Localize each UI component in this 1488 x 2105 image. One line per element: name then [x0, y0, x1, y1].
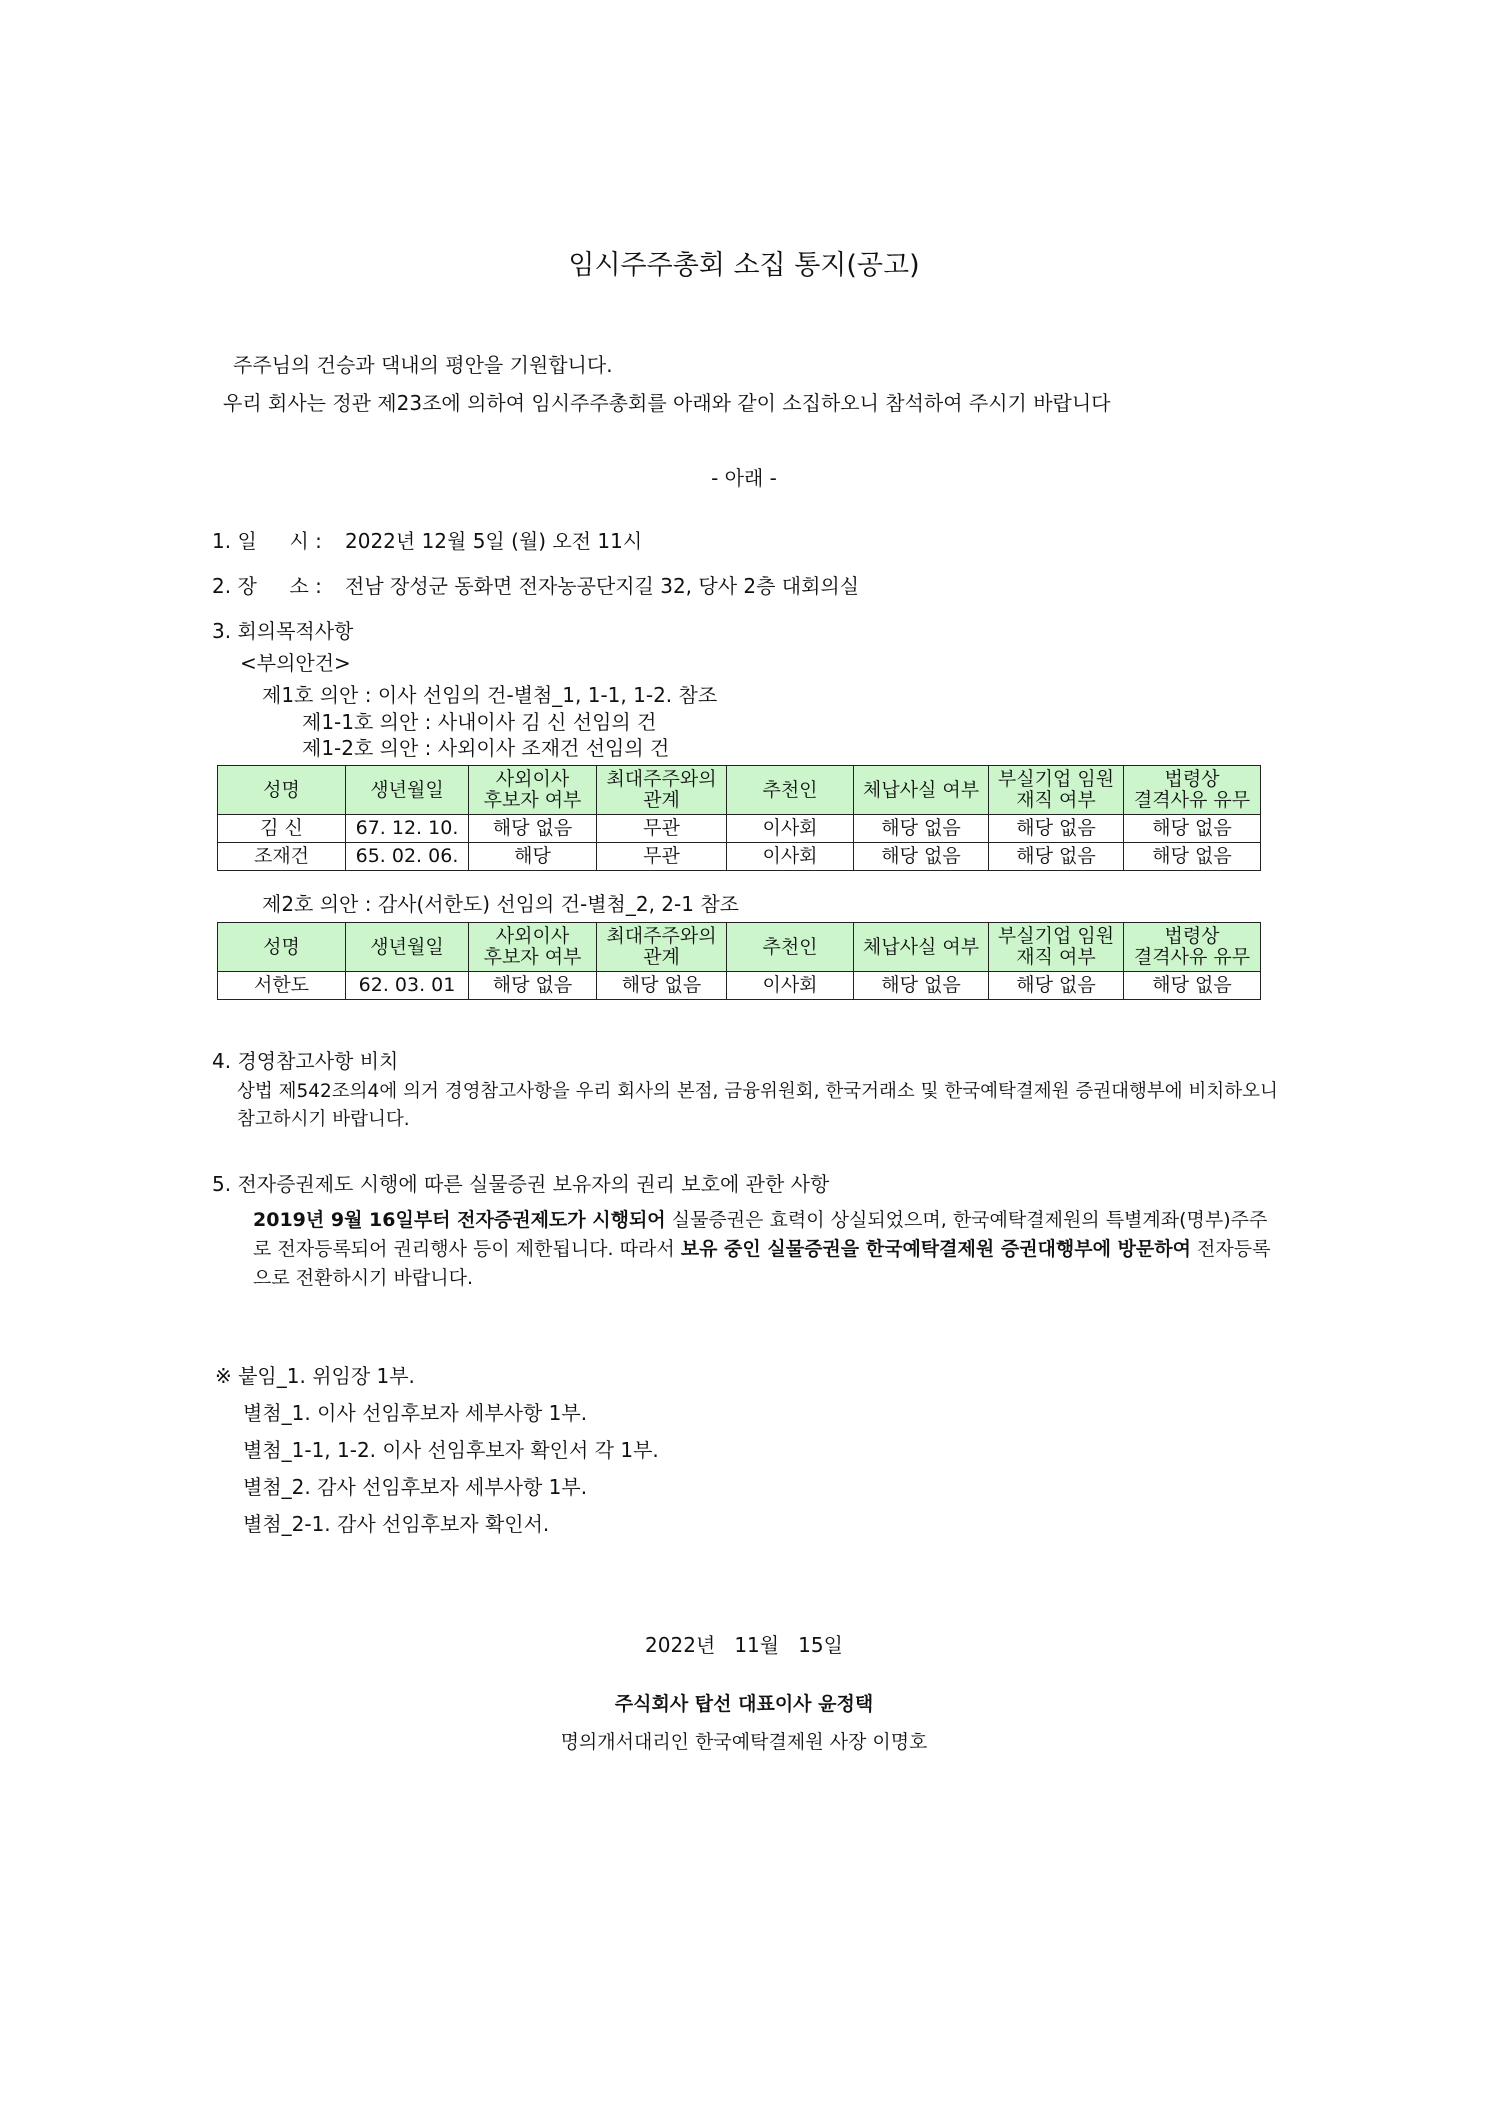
table-cell: 해당 없음	[1124, 843, 1261, 871]
item1-datetime: 2022년 12월 5일 (월) 오전 11시	[345, 529, 643, 553]
table-cell: 이사회	[727, 815, 854, 843]
header-birth: 생년월일	[346, 923, 469, 972]
item5-body	[253, 1206, 1283, 1293]
item4-body: 상법 제542조의4에 의거 경영참고사항을 우리 회사의 본점, 금융위원회, 한국거래소 및 한국예탁결제원 증권대행부에 비치하오니 참고하시기 바랍니다.	[237, 1081, 1278, 1130]
auditor-candidate-table	[217, 922, 1261, 1000]
item5-text-1: 실물증권은 효력이 상실되었으며, 한국예탁결제원의 특별계좌(명부)주주로 전자등록되어 권리행사 등이 제한됩니다. 따라서	[253, 1209, 1268, 1260]
table-row	[218, 843, 1261, 871]
table-cell: 67. 12. 10.	[346, 815, 469, 843]
item5-text-2: 전자등록으로 전환하시기 바랍니다.	[253, 1238, 1271, 1289]
item3-heading: 3. 회의목적사항	[212, 619, 354, 643]
table-cell: 62. 03. 01	[346, 972, 469, 1000]
table-cell: 해당 없음	[989, 815, 1124, 843]
agenda-1-1: 제1-1호 의안 : 사내이사 김 신 선임의 건	[302, 710, 657, 734]
item4-heading: 4. 경영참고사항 비치	[212, 1049, 399, 1073]
table-row	[218, 815, 1261, 843]
header-legal-disqualification: 법령상 결격사유 유무	[1124, 923, 1261, 972]
attachment-4: 별첨_2. 감사 선임후보자 세부사항 1부.	[243, 1475, 588, 1499]
table-cell: 이사회	[727, 972, 854, 1000]
table-cell: 해당 없음	[989, 972, 1124, 1000]
table-cell: 서한도	[218, 972, 346, 1000]
transfer-agent-signer: 명의개서대리인 한국예탁결제원 사장 이명호	[560, 1731, 928, 1753]
table-cell: 무관	[597, 815, 727, 843]
header-major-shareholder: 최대주주와의 관계	[597, 766, 727, 815]
item2-location: 전남 장성군 동화면 전자농공단지길 32, 당사 2층 대회의실	[345, 574, 860, 598]
table-cell: 해당 없음	[989, 843, 1124, 871]
agenda-2: 제2호 의안 : 감사(서한도) 선임의 건-별첨_2, 2-1 참조	[262, 892, 739, 916]
header-recommender: 추천인	[727, 766, 854, 815]
company-signer: 주식회사 탑선 대표이사 윤정택	[614, 1693, 874, 1715]
agenda-1-2: 제1-2호 의안 : 사외이사 조재건 선임의 건	[302, 736, 670, 760]
attachment-5: 별첨_2-1. 감사 선임후보자 확인서.	[243, 1512, 550, 1536]
center-mark: - 아래 -	[711, 466, 777, 490]
header-insolvent-company: 부실기업 임원 재직 여부	[989, 923, 1124, 972]
intro-text: 우리 회사는 정관 제23조에 의하여 임시주주총회를 아래와 같이 소집하오니 참석하여 주시기 바랍니다	[223, 391, 1111, 415]
document-title: 임시주주총회 소집 통지(공고)	[568, 250, 920, 281]
item5-bold-1: 2019년 9월 16일부터 전자증권제도가 시행되어	[253, 1209, 666, 1231]
table-cell: 해당	[469, 843, 597, 871]
table-header-row	[218, 766, 1261, 815]
table-cell: 해당 없음	[469, 972, 597, 1000]
greeting-text: 주주님의 건승과 댁내의 평안을 기원합니다.	[233, 353, 613, 377]
header-major-shareholder: 최대주주와의 관계	[597, 923, 727, 972]
header-tax-delinquency: 체납사실 여부	[854, 766, 989, 815]
attachment-1: ※ 붙임_1. 위임장 1부.	[215, 1364, 415, 1388]
table-cell: 해당 없음	[1124, 815, 1261, 843]
issue-date: 2022년 11월 15일	[645, 1633, 843, 1657]
table-cell: 이사회	[727, 843, 854, 871]
table-row	[218, 972, 1261, 1000]
header-name: 성명	[218, 766, 346, 815]
header-birth: 생년월일	[346, 766, 469, 815]
table-cell: 김 신	[218, 815, 346, 843]
table-cell: 조재건	[218, 843, 346, 871]
header-name: 성명	[218, 923, 346, 972]
attachment-3: 별첨_1-1, 1-2. 이사 선임후보자 확인서 각 1부.	[243, 1438, 659, 1462]
table-cell: 해당 없음	[854, 972, 989, 1000]
table-cell: 해당 없음	[597, 972, 727, 1000]
item2-label: 2. 장 소 :	[212, 574, 322, 598]
header-insolvent-company: 부실기업 임원 재직 여부	[989, 766, 1124, 815]
table-cell: 해당 없음	[854, 843, 989, 871]
item1-label: 1. 일 시 :	[212, 529, 322, 553]
table-cell: 해당 없음	[1124, 972, 1261, 1000]
header-outside-director: 사외이사 후보자 여부	[469, 923, 597, 972]
agenda-1: 제1호 의안 : 이사 선임의 건-별첨_1, 1-1, 1-2. 참조	[262, 683, 718, 707]
header-tax-delinquency: 체납사실 여부	[854, 923, 989, 972]
table-cell: 해당 없음	[469, 815, 597, 843]
item5-bold-2: 보유 중인 실물증권을 한국예탁결제원 증권대행부에 방문하여	[680, 1238, 1191, 1260]
agenda-subheading: <부의안건>	[240, 651, 351, 675]
header-recommender: 추천인	[727, 923, 854, 972]
table-cell: 무관	[597, 843, 727, 871]
header-outside-director: 사외이사 후보자 여부	[469, 766, 597, 815]
table-header-row	[218, 923, 1261, 972]
table-cell: 해당 없음	[854, 815, 989, 843]
item5-heading: 5. 전자증권제도 시행에 따른 실물증권 보유자의 권리 보호에 관한 사항	[212, 1172, 830, 1196]
table-cell: 65. 02. 06.	[346, 843, 469, 871]
director-candidates-table	[217, 765, 1261, 871]
header-legal-disqualification: 법령상 결격사유 유무	[1124, 766, 1261, 815]
attachment-2: 별첨_1. 이사 선임후보자 세부사항 1부.	[243, 1401, 588, 1425]
